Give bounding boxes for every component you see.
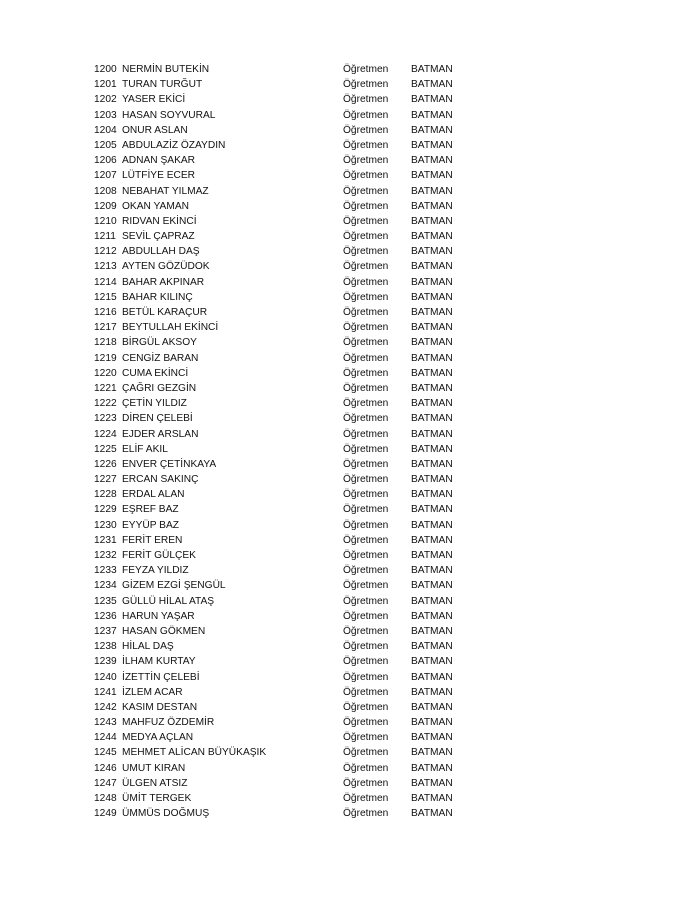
person-name: ÜMİT TERGEK — [122, 793, 192, 804]
city-name: BATMAN — [411, 610, 453, 622]
list-item — [94, 518, 474, 533]
job-title: Öğretmen — [343, 291, 389, 303]
person-name: İLHAM KURTAY — [122, 656, 196, 668]
person-name: ADNAN ŞAKAR — [122, 155, 196, 167]
list-item — [94, 442, 474, 457]
row-number: 1221 — [94, 382, 117, 394]
row-number: 1207 — [94, 170, 117, 182]
list-item — [94, 123, 474, 138]
list-item — [94, 244, 474, 259]
list-item — [94, 199, 474, 214]
job-title: Öğretmen — [343, 504, 389, 516]
job-title: Öğretmen — [343, 701, 389, 713]
city-name: BATMAN — [411, 519, 453, 531]
row-number: 1232 — [94, 550, 117, 561]
job-title: Öğretmen — [343, 322, 389, 334]
city-name: BATMAN — [411, 732, 453, 744]
list-item — [94, 320, 474, 335]
job-title: Öğretmen — [343, 64, 389, 75]
list-item — [94, 411, 474, 426]
person-name: ENVER ÇETİNKAYA — [122, 458, 217, 470]
person-name: AYTEN GÖZÜDOK — [122, 261, 210, 273]
row-number: 1243 — [94, 717, 117, 729]
person-name: ABDULAZİZ ÖZAYDIN — [122, 139, 226, 151]
city-name: BATMAN — [411, 808, 453, 820]
person-name: SEVİL ÇAPRAZ — [122, 231, 195, 243]
job-title: Öğretmen — [343, 656, 389, 668]
job-title: Öğretmen — [343, 94, 389, 106]
city-name: BATMAN — [411, 322, 453, 334]
job-title: Öğretmen — [343, 550, 389, 561]
city-name: BATMAN — [411, 428, 453, 440]
person-name: BEYTULLAH EKİNCİ — [122, 322, 219, 334]
job-title: Öğretmen — [343, 246, 389, 258]
list-item — [94, 776, 474, 791]
city-name: BATMAN — [411, 686, 453, 698]
person-name: ERDAL ALAN — [122, 489, 185, 501]
row-number: 1205 — [94, 139, 117, 151]
row-number: 1230 — [94, 519, 117, 531]
city-name: BATMAN — [411, 64, 453, 75]
list-item — [94, 472, 474, 487]
city-name: BATMAN — [411, 717, 453, 729]
city-name: BATMAN — [411, 79, 453, 91]
list-item — [94, 305, 474, 320]
row-number: 1201 — [94, 79, 117, 91]
row-number: 1220 — [94, 367, 117, 379]
job-title: Öğretmen — [343, 762, 389, 774]
city-name: BATMAN — [411, 474, 453, 486]
row-number: 1208 — [94, 185, 117, 197]
job-title: Öğretmen — [343, 200, 389, 212]
person-name: ÜLGEN ATSIZ — [122, 777, 188, 789]
city-name: BATMAN — [411, 777, 453, 789]
city-name: BATMAN — [411, 352, 453, 364]
list-item — [94, 745, 474, 760]
list-item — [94, 639, 474, 654]
person-name: KASIM DESTAN — [122, 701, 198, 713]
job-title: Öğretmen — [343, 458, 389, 470]
list-item — [94, 62, 474, 77]
city-name: BATMAN — [411, 124, 453, 136]
person-name: TURAN TURĞUT — [122, 79, 203, 91]
job-title: Öğretmen — [343, 398, 389, 410]
list-item — [94, 563, 474, 578]
city-name: BATMAN — [411, 215, 453, 227]
job-title: Öğretmen — [343, 337, 389, 349]
person-name: BETÜL KARAÇUR — [122, 307, 208, 318]
person-name: EJDER ARSLAN — [122, 428, 199, 440]
row-number: 1237 — [94, 625, 117, 637]
row-number: 1233 — [94, 565, 117, 577]
list-item — [94, 108, 474, 123]
list-item — [94, 184, 474, 199]
city-name: BATMAN — [411, 656, 453, 668]
person-name: LÜTFİYE ECER — [122, 170, 196, 182]
job-title: Öğretmen — [343, 352, 389, 364]
row-number: 1203 — [94, 109, 117, 121]
job-title: Öğretmen — [343, 307, 389, 318]
list-item — [94, 609, 474, 624]
city-name: BATMAN — [411, 246, 453, 258]
person-name: MAHFUZ ÖZDEMİR — [122, 717, 215, 729]
row-number: 1213 — [94, 261, 117, 273]
row-number: 1204 — [94, 124, 117, 136]
list-item — [94, 487, 474, 502]
person-name: FERİT GÜLÇEK — [122, 550, 196, 561]
city-name: BATMAN — [411, 291, 453, 303]
row-number: 1219 — [94, 352, 117, 364]
job-title: Öğretmen — [343, 686, 389, 698]
row-number: 1214 — [94, 276, 117, 288]
list-item — [94, 381, 474, 396]
person-name: EYYÜP BAZ — [122, 519, 179, 531]
city-name: BATMAN — [411, 109, 453, 121]
row-number: 1202 — [94, 94, 117, 106]
person-name: YASER EKİCİ — [122, 94, 186, 106]
person-name: BAHAR AKPINAR — [122, 276, 205, 288]
person-name: GÜLLÜ HİLAL ATAŞ — [122, 595, 215, 607]
job-title: Öğretmen — [343, 595, 389, 607]
row-number: 1238 — [94, 641, 117, 653]
row-number: 1242 — [94, 701, 117, 713]
person-name: ÜMMÜS DOĞMUŞ — [122, 808, 210, 820]
list-item — [94, 168, 474, 183]
city-name: BATMAN — [411, 413, 453, 425]
job-title: Öğretmen — [343, 124, 389, 136]
list-item — [94, 214, 474, 229]
row-number: 1244 — [94, 732, 117, 744]
job-title: Öğretmen — [343, 109, 389, 121]
list-item — [94, 351, 474, 366]
list-item — [94, 153, 474, 168]
person-name: İZLEM ACAR — [122, 686, 183, 698]
person-name: ÇAĞRI GEZGİN — [122, 382, 197, 394]
row-number: 1247 — [94, 777, 117, 789]
job-title: Öğretmen — [343, 625, 389, 637]
list-item — [94, 533, 474, 548]
city-name: BATMAN — [411, 139, 453, 151]
person-name: NERMİN BUTEKİN — [122, 64, 210, 75]
row-number: 1246 — [94, 762, 117, 774]
list-item — [94, 229, 474, 244]
city-name: BATMAN — [411, 200, 453, 212]
job-title: Öğretmen — [343, 215, 389, 227]
person-name: EŞREF BAZ — [122, 504, 179, 516]
list-item — [94, 578, 474, 593]
job-title: Öğretmen — [343, 261, 389, 273]
city-name: BATMAN — [411, 231, 453, 243]
row-number: 1216 — [94, 307, 117, 318]
city-name: BATMAN — [411, 580, 453, 592]
row-number: 1241 — [94, 686, 117, 698]
city-name: BATMAN — [411, 185, 453, 197]
city-name: BATMAN — [411, 398, 453, 410]
person-name: İZETTİN ÇELEBİ — [122, 671, 200, 683]
row-number: 1239 — [94, 656, 117, 668]
person-name: HİLAL DAŞ — [122, 641, 174, 653]
list-item — [94, 427, 474, 442]
row-number: 1212 — [94, 246, 117, 258]
row-number: 1200 — [94, 64, 117, 75]
city-name: BATMAN — [411, 595, 453, 607]
person-name: HASAN GÖKMEN — [122, 625, 206, 637]
list-item — [94, 138, 474, 153]
list-item — [94, 259, 474, 274]
row-number: 1215 — [94, 291, 117, 303]
personnel-list — [94, 62, 474, 821]
job-title: Öğretmen — [343, 641, 389, 653]
job-title: Öğretmen — [343, 428, 389, 440]
row-number: 1218 — [94, 337, 117, 349]
row-number: 1236 — [94, 610, 117, 622]
person-name: ABDULLAH DAŞ — [122, 246, 200, 258]
job-title: Öğretmen — [343, 413, 389, 425]
job-title: Öğretmen — [343, 276, 389, 288]
city-name: BATMAN — [411, 443, 453, 455]
person-name: BİRGÜL AKSOY — [122, 337, 197, 349]
job-title: Öğretmen — [343, 443, 389, 455]
row-number: 1234 — [94, 580, 117, 592]
list-item — [94, 761, 474, 776]
row-number: 1225 — [94, 443, 117, 455]
job-title: Öğretmen — [343, 489, 389, 501]
list-item — [94, 92, 474, 107]
list-item — [94, 366, 474, 381]
job-title: Öğretmen — [343, 382, 389, 394]
person-name: NEBAHAT YILMAZ — [122, 185, 209, 197]
city-name: BATMAN — [411, 762, 453, 774]
job-title: Öğretmen — [343, 747, 389, 759]
list-item — [94, 685, 474, 700]
list-item — [94, 730, 474, 745]
person-name: OKAN YAMAN — [122, 200, 189, 212]
job-title: Öğretmen — [343, 231, 389, 243]
person-name: ERCAN SAKINÇ — [122, 474, 199, 486]
city-name: BATMAN — [411, 565, 453, 577]
city-name: BATMAN — [411, 747, 453, 759]
row-number: 1223 — [94, 413, 117, 425]
list-item — [94, 396, 474, 411]
row-number: 1245 — [94, 747, 117, 759]
person-name: UMUT KIRAN — [122, 762, 186, 774]
city-name: BATMAN — [411, 276, 453, 288]
city-name: BATMAN — [411, 382, 453, 394]
list-item — [94, 594, 474, 609]
row-number: 1229 — [94, 504, 117, 516]
row-number: 1206 — [94, 155, 117, 167]
row-number: 1224 — [94, 428, 117, 440]
list-item — [94, 275, 474, 290]
city-name: BATMAN — [411, 534, 453, 546]
city-name: BATMAN — [411, 504, 453, 516]
city-name: BATMAN — [411, 793, 453, 804]
city-name: BATMAN — [411, 94, 453, 106]
person-name: DİREN ÇELEBİ — [122, 413, 193, 425]
list-item — [94, 290, 474, 305]
job-title: Öğretmen — [343, 671, 389, 683]
job-title: Öğretmen — [343, 732, 389, 744]
person-name: BAHAR KILINÇ — [122, 291, 193, 303]
city-name: BATMAN — [411, 337, 453, 349]
person-name: CENGİZ BARAN — [122, 352, 199, 364]
row-number: 1210 — [94, 215, 117, 227]
person-name: FEYZA YILDIZ — [122, 565, 189, 577]
row-number: 1235 — [94, 595, 117, 607]
row-number: 1227 — [94, 474, 117, 486]
list-item — [94, 670, 474, 685]
row-number: 1211 — [94, 231, 116, 243]
list-item — [94, 457, 474, 472]
row-number: 1240 — [94, 671, 117, 683]
row-number: 1222 — [94, 398, 117, 410]
job-title: Öğretmen — [343, 610, 389, 622]
job-title: Öğretmen — [343, 79, 389, 91]
job-title: Öğretmen — [343, 474, 389, 486]
city-name: BATMAN — [411, 170, 453, 182]
row-number: 1209 — [94, 200, 117, 212]
job-title: Öğretmen — [343, 777, 389, 789]
list-item — [94, 77, 474, 92]
person-name: RIDVAN EKİNCİ — [122, 215, 197, 227]
person-name: ÇETİN YILDIZ — [122, 398, 187, 410]
person-name: MEDYA AÇLAN — [122, 732, 194, 744]
job-title: Öğretmen — [343, 185, 389, 197]
row-number: 1248 — [94, 793, 117, 804]
job-title: Öğretmen — [343, 534, 389, 546]
city-name: BATMAN — [411, 701, 453, 713]
list-item — [94, 654, 474, 669]
city-name: BATMAN — [411, 550, 453, 561]
city-name: BATMAN — [411, 671, 453, 683]
list-item — [94, 624, 474, 639]
job-title: Öğretmen — [343, 155, 389, 167]
city-name: BATMAN — [411, 155, 453, 167]
job-title: Öğretmen — [343, 170, 389, 182]
job-title: Öğretmen — [343, 580, 389, 592]
city-name: BATMAN — [411, 307, 453, 318]
list-item — [94, 335, 474, 350]
person-name: HARUN YAŞAR — [122, 610, 195, 622]
person-name: CUMA EKİNCİ — [122, 367, 189, 379]
list-item — [94, 548, 474, 563]
person-name: HASAN SOYVURAL — [122, 109, 216, 121]
list-item — [94, 791, 474, 806]
city-name: BATMAN — [411, 641, 453, 653]
city-name: BATMAN — [411, 625, 453, 637]
job-title: Öğretmen — [343, 717, 389, 729]
job-title: Öğretmen — [343, 519, 389, 531]
list-item — [94, 806, 474, 821]
list-item — [94, 715, 474, 730]
job-title: Öğretmen — [343, 793, 389, 804]
row-number: 1231 — [94, 534, 117, 546]
job-title: Öğretmen — [343, 367, 389, 379]
job-title: Öğretmen — [343, 139, 389, 151]
list-item — [94, 700, 474, 715]
person-name: FERİT EREN — [122, 534, 183, 546]
row-number: 1249 — [94, 808, 117, 820]
person-name: MEHMET ALİCAN BÜYÜKAŞIK — [122, 747, 267, 759]
city-name: BATMAN — [411, 261, 453, 273]
row-number: 1228 — [94, 489, 117, 501]
person-name: ELİF AKIL — [122, 443, 168, 455]
job-title: Öğretmen — [343, 808, 389, 820]
job-title: Öğretmen — [343, 565, 389, 577]
city-name: BATMAN — [411, 489, 453, 501]
list-item — [94, 502, 474, 517]
row-number: 1217 — [94, 322, 117, 334]
person-name: ONUR ASLAN — [122, 124, 188, 136]
city-name: BATMAN — [411, 367, 453, 379]
city-name: BATMAN — [411, 458, 453, 470]
row-number: 1226 — [94, 458, 117, 470]
person-name: GİZEM EZGİ ŞENGÜL — [122, 580, 226, 592]
